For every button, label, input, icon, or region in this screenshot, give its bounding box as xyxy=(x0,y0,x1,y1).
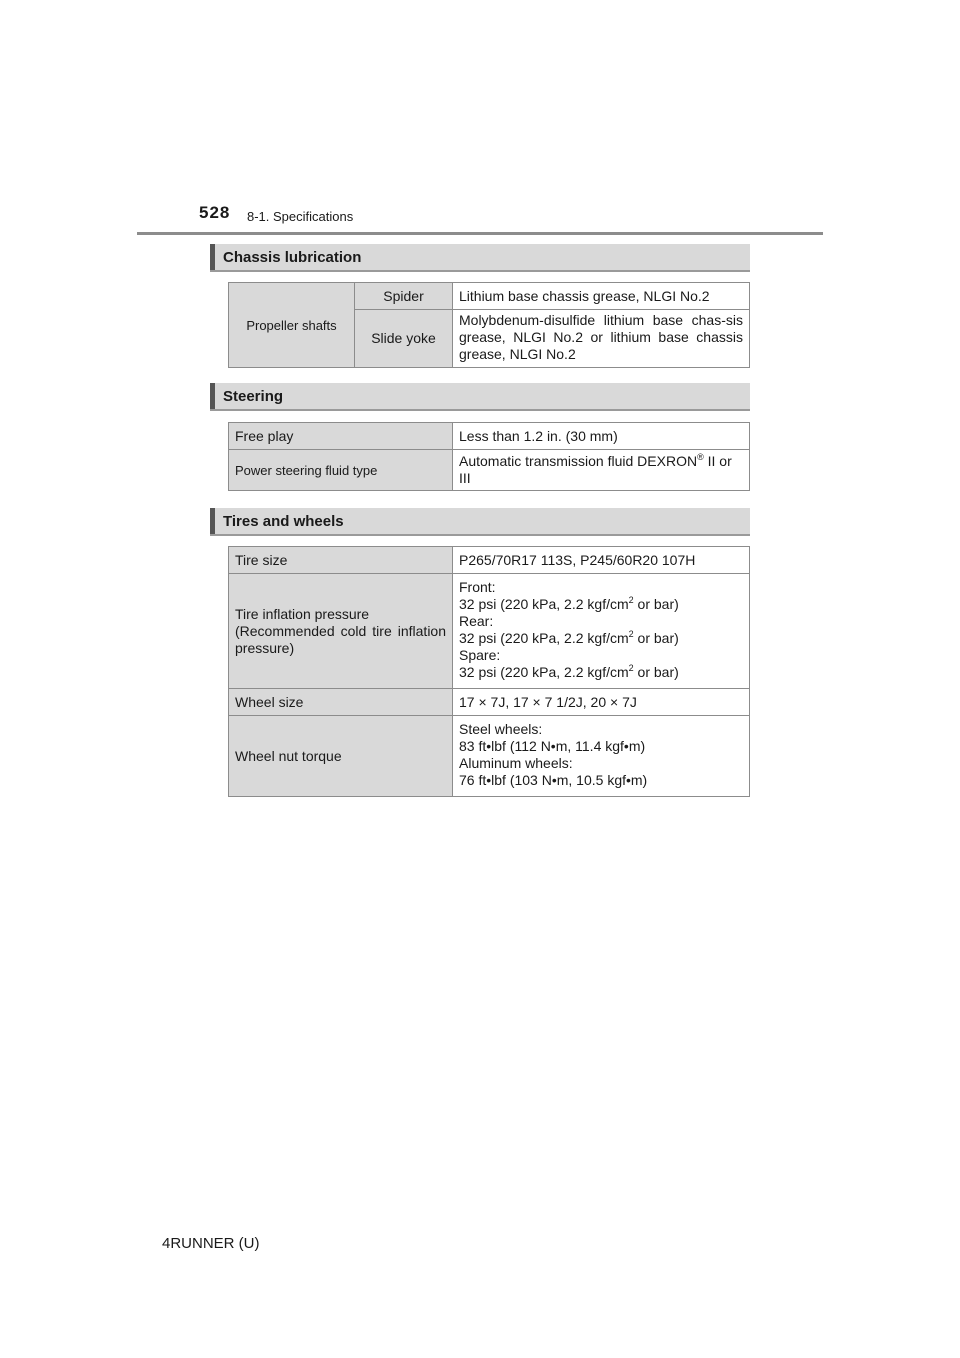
fluid-text: Automatic transmission fluid DEXRON xyxy=(459,453,698,469)
footer-model: 4RUNNER (U) xyxy=(162,1235,260,1252)
registered-mark: ® xyxy=(697,452,704,462)
wheel-size-cell: Wheel size xyxy=(229,689,453,716)
spider-cell: Spider xyxy=(355,283,453,310)
tire-inflation-label: Tire inflation pressure xyxy=(235,605,370,622)
heading-accent-bar xyxy=(210,383,215,409)
heading-accent-bar xyxy=(210,244,215,270)
propeller-shafts-cell: Propeller shafts xyxy=(229,283,355,368)
table-row xyxy=(229,716,750,797)
chassis-lubrication-heading xyxy=(210,244,750,272)
tire-size-cell: Tire size xyxy=(229,547,453,574)
wheel-nut-torque-value-cell xyxy=(453,716,750,797)
tire-size-value-cell: P265/70R17 113S, P245/60R20 107H xyxy=(453,547,750,574)
heading-label: Steering xyxy=(223,388,284,405)
table-row xyxy=(229,689,750,716)
table-row xyxy=(229,574,750,689)
front-label: Front: xyxy=(459,579,496,595)
spider-value-cell: Lithium base chassis grease, NLGI No.2 xyxy=(453,283,750,310)
steel-wheels-label: Steel wheels: xyxy=(459,721,543,737)
rear-label: Rear: xyxy=(459,613,494,629)
steering-heading xyxy=(210,383,750,411)
tire-inflation-note: (Recommended cold tire inflation pressure) xyxy=(235,622,446,656)
heading-label: Tires and wheels xyxy=(223,513,344,530)
power-steering-fluid-cell: Power steering fluid type xyxy=(229,450,453,491)
page-number: 528 xyxy=(199,203,231,222)
header-rule xyxy=(137,232,823,235)
rear-pressure: 32 psi (220 kPa, 2.2 kgf/$cm^2$ or bar) xyxy=(459,629,679,646)
slide-yoke-value-cell: Molybdenum-disulfide lithium base chas-sis grease, NLGI No.2 or lithium base chassis grease, NLGI No.2 xyxy=(453,310,750,368)
aluminum-wheels-torque: 76 ft•lbf (103 N•m, 10.5 kgf•m) xyxy=(459,772,648,788)
fluid-grade-text: II or III xyxy=(459,453,732,486)
free-play-value-cell: Less than 1.2 in. (30 mm) xyxy=(453,423,750,450)
heading-label: Chassis lubrication xyxy=(223,249,362,266)
free-play-cell: Free play xyxy=(229,423,453,450)
front-pressure: 32 psi (220 kPa, 2.2 kgf/$cm^2$ or bar) xyxy=(459,595,679,612)
wheel-size-value-cell: 17 × 7J, 17 × 7 1/2J, 20 × 7J xyxy=(453,689,750,716)
heading-accent-bar xyxy=(210,508,215,534)
table-row xyxy=(229,450,750,491)
tires-wheels-table xyxy=(228,546,750,797)
table-row xyxy=(229,423,750,450)
spare-pressure: 32 psi (220 kPa, 2.2 kgf/$cm^2$ or bar) xyxy=(459,663,679,680)
tire-inflation-cell xyxy=(229,574,453,689)
steering-table xyxy=(228,422,750,491)
table-row xyxy=(229,283,750,310)
slide-yoke-cell: Slide yoke xyxy=(355,310,453,368)
wheel-nut-torque-cell: Wheel nut torque xyxy=(229,716,453,797)
tire-inflation-value-cell xyxy=(453,574,750,689)
table-row xyxy=(229,547,750,574)
section-reference: 8-1. Specifications xyxy=(247,209,354,224)
tires-wheels-heading xyxy=(210,508,750,536)
aluminum-wheels-label: Aluminum wheels: xyxy=(459,755,573,771)
chassis-lubrication-table xyxy=(228,282,750,368)
spare-label: Spare: xyxy=(459,647,501,663)
power-steering-fluid-value-cell xyxy=(453,450,750,491)
steel-wheels-torque: 83 ft•lbf (112 N•m, 11.4 kgf•m) xyxy=(459,738,646,754)
